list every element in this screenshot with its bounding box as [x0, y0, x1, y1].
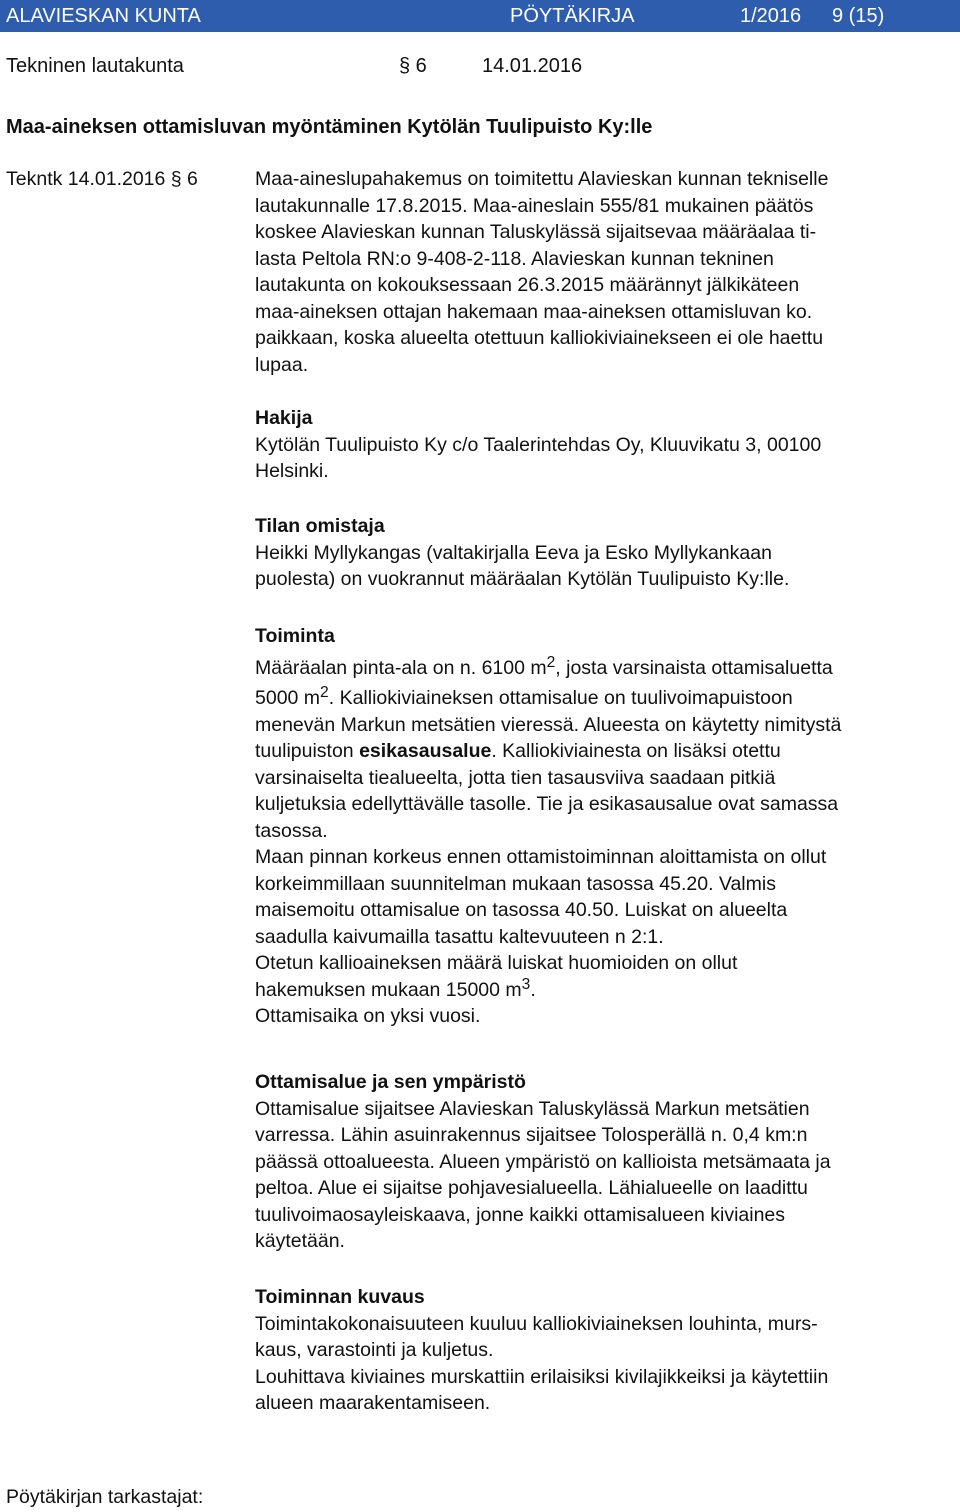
- document-type: PÖYTÄKIRJA: [510, 5, 635, 27]
- text-line: tasossa.: [255, 819, 328, 842]
- text-line: käytetään.: [255, 1230, 345, 1252]
- text-line: koskee Alavieskan kunnan Taluskylässä sijaitsevaa määräalaa ti-: [255, 221, 817, 243]
- text-line: peltoa. Alue ei sijaitse pohjavesialueella. Lähialueelle on laadittu: [255, 1177, 808, 1199]
- text-line: maisemoitu ottamisalue on tasossa 40.50. Luiskat on alueelta: [255, 899, 788, 921]
- text-line: Määräalan pinta-ala on n. 6100 $m^2$, josta varsinaista ottamisaluetta: [255, 653, 833, 679]
- text-line: kaus, varastointi ja kuljetus.: [255, 1339, 494, 1361]
- minutes-checkers-label: Pöytäkirjan tarkastajat:: [6, 1486, 204, 1508]
- text-line: hakemuksen mukaan 15000 $m^3$.: [255, 975, 536, 1001]
- page-title: Maa-aineksen ottamisluvan myöntäminen Kytölän Tuulipuisto Ky:lle: [6, 116, 653, 138]
- text-line: Otetun kallioaineksen määrä luiskat huomioiden on ollut: [255, 952, 738, 974]
- text-line: alueen maarakentamiseen.: [255, 1392, 491, 1414]
- section-heading: Toiminta: [255, 625, 335, 647]
- text-line: menevän Markun metsätien vieressä. Alueesta on käytetty nimitystä: [255, 713, 842, 736]
- board-name: Tekninen lautakunta: [6, 55, 184, 77]
- page-number: 9 (15): [832, 5, 885, 27]
- text-line: saadulla kaivumailla tasattu kaltevuuteen n 2:1.: [255, 925, 664, 948]
- meeting-date: 14.01.2016: [482, 55, 583, 77]
- intro-paragraph: [255, 166, 955, 378]
- activity-description-section: [255, 1284, 955, 1417]
- superscript: 2: [320, 683, 329, 701]
- text-line: Helsinki.: [255, 460, 329, 482]
- section-heading: Toiminnan kuvaus: [255, 1286, 425, 1308]
- text-line: varressa. Lähin asuinrakennus sijaitsee Tolosperällä n. 0,4 km:n: [255, 1124, 808, 1146]
- text-line: tuulipuiston esikasausalue. Kalliokiviainesta on lisäksi otettu: [255, 740, 781, 762]
- section-number: § 6: [399, 55, 427, 77]
- text-line: Ottamisalue sijaitsee Alavieskan Taluskylässä Markun metsätien: [255, 1097, 810, 1120]
- text-line: varsinaiselta tiealueelta, jotta tien tasausviiva saadaan pitkiä: [255, 766, 776, 789]
- text-line: Maa-aineslupahakemus on toimitettu Alavieskan kunnan tekniselle: [255, 168, 829, 190]
- text-line: lupaa.: [255, 353, 309, 376]
- text-line: lautakunnalle 17.8.2015. Maa-aineslain 555/81 mukainen päätös: [255, 194, 814, 217]
- text-line: korkeimmillaan suunnitelman mukaan tasossa 45.20. Valmis: [255, 872, 776, 895]
- text-line: kuljetuksia edellyttävälle tasolle. Tie ja esikasausalue ovat samassa: [255, 793, 839, 815]
- text-line: Maan pinnan korkeus ennen ottamistoiminnan aloittamista on ollut: [255, 846, 827, 868]
- municipality-name: ALAVIESKAN KUNTA: [6, 5, 201, 27]
- applicant-section: [255, 405, 955, 485]
- text-line: paikkaan, koska alueelta otettuun kalliokiviainekseen ei ole haettu: [255, 327, 824, 349]
- section-reference: Tekntk 14.01.2016 § 6: [6, 168, 198, 190]
- text-line: Ottamisaika on yksi vuosi.: [255, 1005, 481, 1027]
- section-heading: Tilan omistaja: [255, 515, 385, 537]
- text-line: 5000 $m^2$. Kalliokiviaineksen ottamisalue on tuulivoimapuistoon: [255, 683, 793, 709]
- text-line: päässä ottoalueesta. Alueen ympäristö on kallioista metsämaata ja: [255, 1150, 831, 1173]
- text-line: puolesta) on vuokrannut määräalan Kytölän Tuulipuisto Ky:lle.: [255, 568, 790, 590]
- text-line: Kytölän Tuulipuisto Ky c/o Taalerintehdas Oy, Kluuvikatu 3, 00100: [255, 433, 822, 456]
- superscript: 2: [546, 653, 556, 671]
- text-line: Heikki Myllykangas (valtakirjalla Eeva ja Esko Myllykankaan: [255, 541, 772, 564]
- section-heading: Hakija: [255, 407, 313, 429]
- document-header: [0, 0, 960, 32]
- text-line: Louhittava kiviaines murskattiin erilaisiksi kivilajikkeiksi ja käytettiin: [255, 1365, 829, 1388]
- surroundings-section: [255, 1069, 955, 1255]
- owner-section: [255, 513, 955, 593]
- bold-term: esikasausalue: [359, 740, 492, 762]
- document-number: 1/2016: [740, 5, 802, 27]
- operation-section: [255, 623, 955, 1030]
- section-heading: Ottamisalue ja sen ympäristö: [255, 1071, 526, 1093]
- text-line: lasta Peltola RN:o 9-408-2-118. Alavieskan kunnan tekninen: [255, 247, 774, 270]
- text-line: lautakunta on kokouksessaan 26.3.2015 määrännyt jälkikäteen: [255, 274, 800, 296]
- text-line: Toimintakokonaisuuteen kuuluu kalliokiviaineksen louhinta, murs-: [255, 1312, 818, 1335]
- superscript: 3: [521, 975, 531, 993]
- text-line: maa-aineksen ottajan hakemaan maa-aineksen ottamisluvan ko.: [255, 300, 813, 323]
- text-line: tuulivoimaosayleiskaava, jonne kaikki ottamisalueen kiviaines: [255, 1203, 786, 1226]
